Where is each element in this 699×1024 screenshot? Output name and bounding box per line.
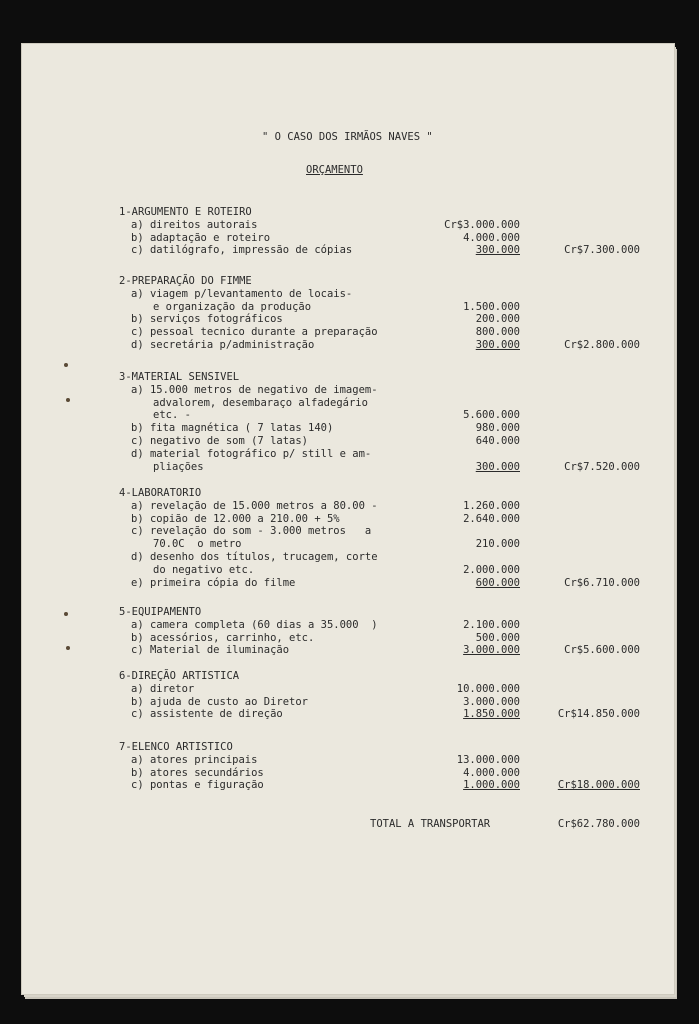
item-line: a) viagem p/levantamento de locais- [131, 287, 353, 300]
item-line: c) Material de iluminação [131, 644, 290, 657]
item-amount: 10.000.000 [456, 682, 520, 695]
item-amount: 1.500.000 [463, 300, 520, 313]
item-amount: 1.260.000 [463, 499, 520, 512]
item-line: do negativo etc. [153, 563, 255, 576]
item-line: d) material fotográfico p/ still e am- [131, 447, 372, 460]
item-line: c) revelação do som - 3.000 metros a [131, 525, 372, 538]
item-line: pliações [153, 460, 204, 473]
item-line: c) assistente de direção [131, 708, 283, 721]
item-amount: 640.000 [475, 435, 520, 447]
item-line: c) pessoal tecnico durante a preparação [131, 326, 378, 339]
item-line: a) camera completa (60 dias a 35.000 ) [131, 618, 378, 631]
section-header: 5-EQUIPAMENTO [119, 606, 202, 618]
item-line: b) copião de 12.000 a 210.00 + 5% [131, 512, 340, 525]
item-line: a) 15.000 metros de negativo de imagem- [131, 383, 378, 396]
footer-label: TOTAL A TRANSPORTAR [370, 818, 491, 830]
section-header: 2-PREPARAÇÃO DO FIMME [119, 275, 252, 287]
item-line: c) datilógrafo, impressão de cópias [131, 244, 353, 257]
item-line: b) atores secundários [131, 766, 264, 779]
item-line: a) atores principais [131, 753, 258, 766]
item-line: b) fita magnética ( 7 latas 140) [131, 422, 334, 435]
item-line: d) desenho dos títulos, trucagem, corte [131, 551, 378, 563]
item-line: e organização da produção [153, 300, 312, 313]
section-total: Cr$18.000.000 [557, 779, 640, 792]
item-amount: 210.000 [475, 538, 520, 551]
item-amount: 1.850.000 [463, 708, 520, 721]
item-amount: 3.000.000 [463, 695, 520, 708]
item-line: b) ajuda de custo ao Diretor [131, 695, 309, 708]
section-header: 6-DIREÇÃO ARTISTICA [119, 670, 240, 682]
item-amount: 600.000 [475, 576, 520, 589]
item-line: d) secretária p/administração [131, 339, 315, 351]
section-header: 7-ELENCO ARTISTICO [119, 741, 233, 753]
item-amount: 5.600.000 [463, 409, 520, 422]
item-amount: 2.000.000 [463, 563, 520, 576]
item-amount: 4.000.000 [463, 766, 520, 779]
item-amount: 2.640.000 [463, 512, 520, 525]
item-amount: 200.000 [475, 313, 520, 326]
item-line: a) diretor [131, 682, 195, 695]
item-amount: 300.000 [475, 460, 520, 473]
section-total: Cr$7.520.000 [564, 460, 640, 473]
item-amount: 980.000 [475, 422, 520, 435]
item-line: a) revelação de 15.000 metros a 80.00 - [131, 499, 378, 512]
item-amount: 13.000.000 [456, 753, 520, 766]
item-line: b) adaptação e roteiro [131, 231, 271, 244]
footer-total: Cr$62.780.000 [557, 818, 640, 830]
item-line: e) primeira cópia do filme [131, 576, 296, 589]
section-header: 1-ARGUMENTO E ROTEIRO [119, 206, 252, 218]
item-line: a) direitos autorais [131, 218, 258, 231]
item-amount: 300.000 [475, 339, 520, 351]
section-total: Cr$14.850.000 [557, 708, 640, 721]
item-amount: 800.000 [475, 326, 520, 339]
item-line: advalorem, desembaraço alfadegário [153, 396, 368, 409]
section-header: 4-LABORATORIO [119, 487, 202, 499]
item-line: c) pontas e figuração [131, 779, 264, 792]
item-amount: Cr$3.000.000 [444, 218, 520, 231]
section-header: 3-MATERIAL SENSIVEL [119, 371, 240, 383]
section-total: Cr$6.710.000 [564, 576, 640, 589]
document-title: " O CASO DOS IRMÃOS NAVES " [262, 131, 433, 143]
section-total: Cr$2.800.000 [564, 339, 640, 351]
item-line: b) acessórios, carrinho, etc. [131, 631, 315, 644]
item-amount: 2.100.000 [463, 618, 520, 631]
item-line: 70.0C o metro [153, 538, 242, 551]
section-total: Cr$7.300.000 [564, 244, 640, 257]
item-amount: 1.000.000 [463, 779, 520, 792]
item-amount: 3.000.000 [463, 644, 520, 657]
item-line: b) serviços fotográficos [131, 313, 283, 326]
item-line: etc. - [153, 409, 191, 422]
item-amount: 500.000 [475, 631, 520, 644]
item-amount: 4.000.000 [463, 231, 520, 244]
section-total: Cr$5.600.000 [564, 644, 640, 657]
item-amount: 300.000 [475, 244, 520, 257]
item-line: c) negativo de som (7 latas) [131, 435, 309, 447]
document-subtitle: ORÇAMENTO [306, 164, 363, 176]
